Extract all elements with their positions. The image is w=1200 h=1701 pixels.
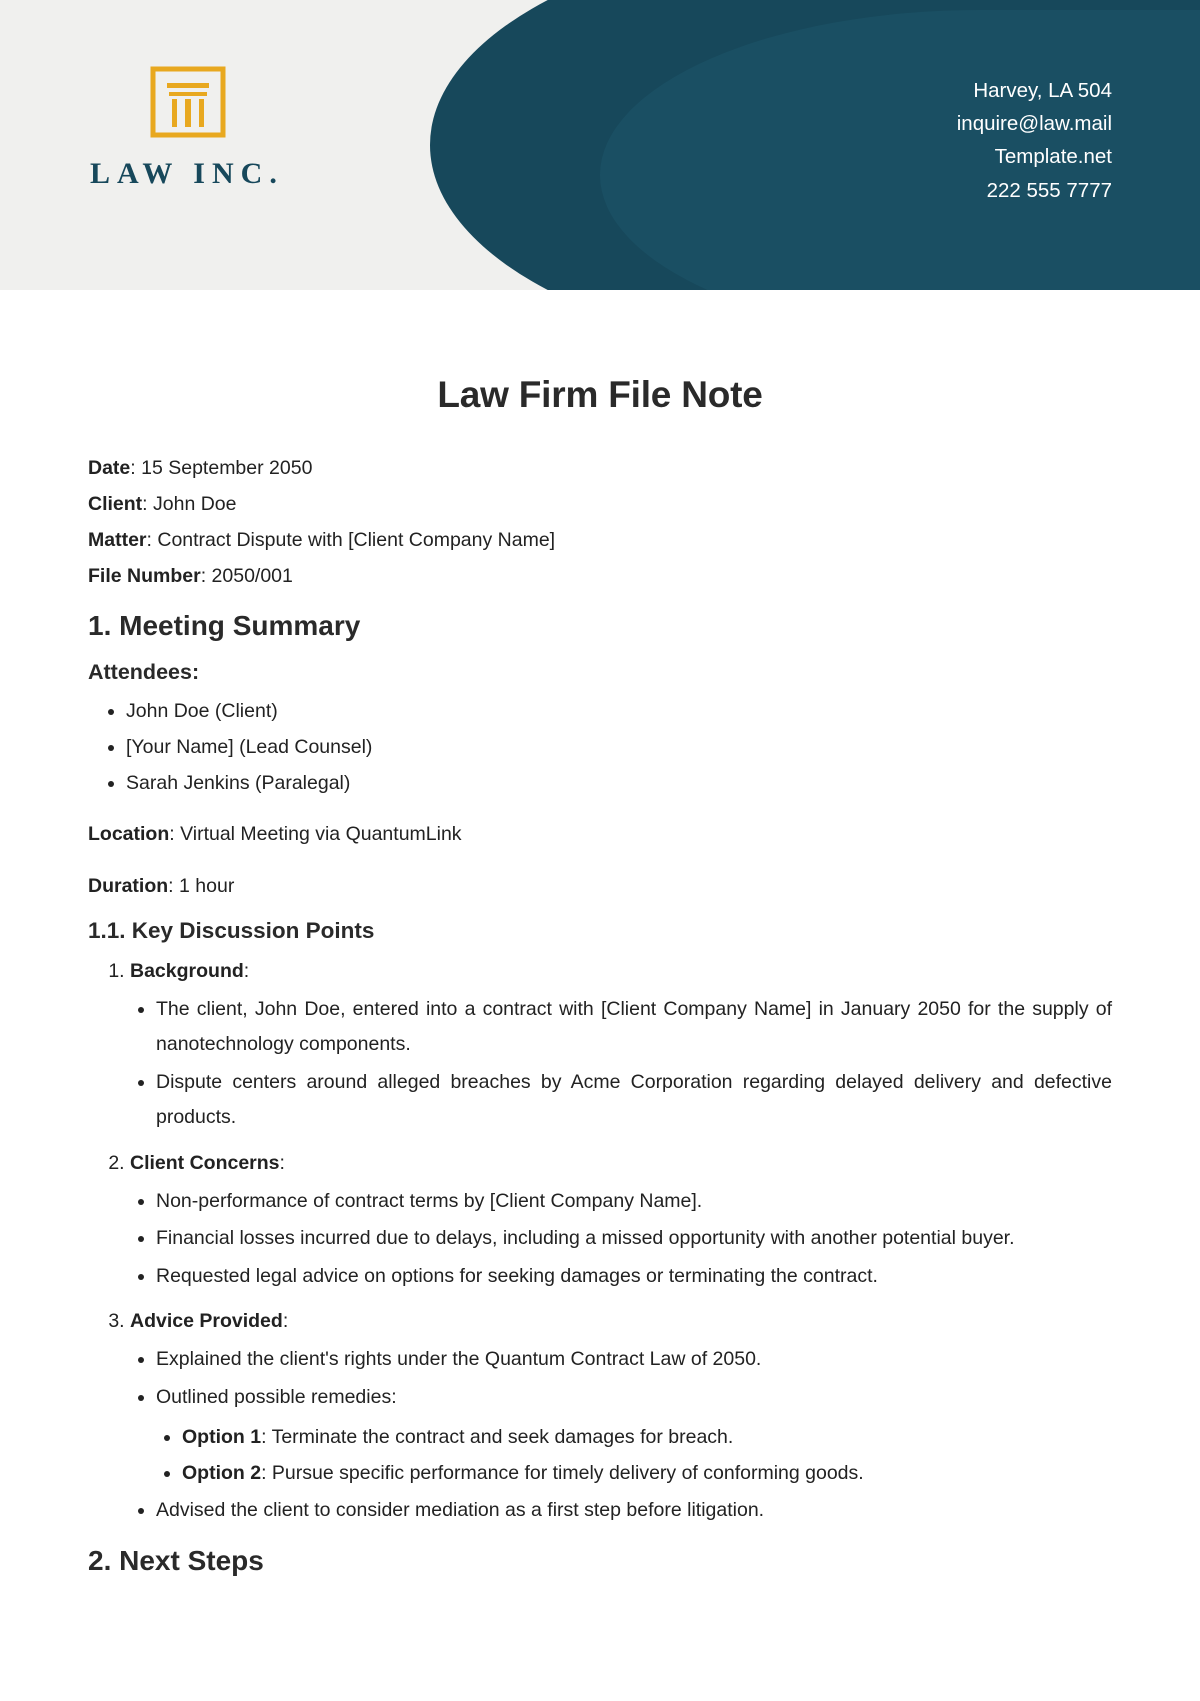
list-item: • Financial losses incurred due to delays, including a missed opportunity with another potential buyer.: [156, 1221, 1112, 1256]
duration-line: Duration: 1 hour: [88, 874, 235, 897]
list-item: • John Doe (Client): [126, 693, 1112, 729]
location-line: Location: Virtual Meeting via QuantumLink: [88, 823, 462, 846]
list-item: • Requested legal advice on options for seeking damages or terminating the contract.: [156, 1259, 1112, 1294]
list-item-option-2: • Option 2: Pursue specific performance for timely delivery of conforming goods.: [182, 1455, 1112, 1491]
law-pillar-icon: [150, 66, 226, 138]
brand-logo: [90, 66, 284, 191]
location-value: Virtual Meeting via QuantumLink: [180, 823, 462, 846]
contact-line-phone: 222 555 7777: [986, 178, 1112, 202]
item-label: Client Concerns: [130, 1151, 280, 1174]
item-label: Advice Provided: [130, 1310, 283, 1333]
option-label: Option 2: [182, 1462, 262, 1485]
meta-client-label: Client: [88, 493, 143, 516]
meta-matter-value: Contract Dispute with [Client Company Name]: [157, 529, 556, 552]
list-item: • The client, John Doe, entered into a contract with [Client Company Name] in January 2050 for the supply of nanotechnology components.: [156, 992, 1112, 1063]
client-concerns-bullets: [130, 1184, 1112, 1294]
list-item-advice-provided: 3. Advice Provided: • Explained the client's rights under the Quantum Contract Law of 2050. • Outlined possible remedies: • Option 1: Terminate the contract and seek damages for breach. • Option 2: Pursue specific performance for timely delivery of conforming goods. • Advised the client to consider mediation as a first step before litigation.: [130, 1304, 1112, 1529]
meta-file-number: File Number: 2050/001: [88, 565, 293, 588]
section-heading-next-steps: 2. Next Steps: [88, 1544, 264, 1576]
attendees-heading: Attendees:: [88, 660, 200, 685]
list-item-option-1: • Option 1: Terminate the contract and seek damages for breach.: [182, 1419, 1112, 1455]
duration-value: 1 hour: [179, 874, 235, 897]
meta-date-value: 15 September 2050: [141, 457, 313, 479]
list-item: • Dispute centers around alleged breaches by Acme Corporation regarding delayed delivery and defective products.: [156, 1065, 1112, 1136]
meta-matter-label: Matter: [88, 529, 147, 552]
background-bullets: [130, 992, 1112, 1136]
meta-file-number-label: File Number: [88, 565, 201, 588]
document-body: [0, 374, 1200, 1577]
option-text: Terminate the contract and seek damages for breach.: [271, 1426, 734, 1449]
list-item-background: 1. Background: • The client, John Doe, entered into a contract with [Client Company Name] in January 2050 for the supply of nanotechnology components. • Dispute centers around alleged breaches by Acme Corporation regarding delayed delivery and defective products.: [130, 954, 1112, 1136]
list-item: • Non-performance of contract terms by [Client Company Name].: [156, 1184, 1112, 1219]
list-item: • Explained the client's rights under the Quantum Contract Law of 2050.: [156, 1342, 1112, 1377]
meta-client-value: John Doe: [153, 493, 237, 516]
attendees-list: [88, 693, 1112, 801]
contact-line-website: Template.net: [994, 145, 1112, 169]
remedy-options-list: [156, 1419, 1112, 1491]
list-item: • Advised the client to consider mediation as a first step before litigation.: [156, 1493, 1112, 1528]
location-label: Location: [88, 823, 170, 846]
remedies-intro: Outlined possible remedies:: [156, 1385, 397, 1408]
contact-line-email: inquire@law.mail: [956, 112, 1112, 136]
key-discussion-points-list: [88, 954, 1112, 1529]
contact-line-address: Harvey, LA 504: [973, 79, 1112, 102]
contact-block: [957, 74, 1112, 207]
item-label: Background: [130, 959, 244, 982]
option-label: Option 1: [182, 1426, 262, 1449]
meta-file-number-value: 2050/001: [211, 565, 293, 588]
meta-date: Date: 15 September 2050: [88, 457, 313, 479]
advice-provided-bullets: [130, 1342, 1112, 1529]
page-header: [0, 0, 1200, 290]
duration-label: Duration: [88, 874, 169, 897]
meta-date-label: Date: [88, 457, 131, 479]
page-title: Law Firm File Note: [437, 374, 763, 415]
list-item: [156, 1380, 1112, 1492]
list-item: • [Your Name] (Lead Counsel): [126, 729, 1112, 765]
subsection-heading-key-discussion-points: 1.1. Key Discussion Points: [88, 917, 375, 943]
section-heading-meeting-summary: 1. Meeting Summary: [88, 610, 361, 642]
option-text: Pursue specific performance for timely delivery of conforming goods.: [271, 1462, 864, 1485]
list-item: • Sarah Jenkins (Paralegal): [126, 765, 1112, 801]
meta-matter: Matter: Contract Dispute with [Client Company Name]: [88, 529, 556, 552]
brand-name: LAW INC.: [90, 157, 284, 190]
list-item-client-concerns: 2. Client Concerns: • Non-performance of contract terms by [Client Company Name]. • Financial losses incurred due to delays, including a missed opportunity with another potential buyer. • Requested legal advice on options for seeking damages or terminating the contract.: [130, 1146, 1112, 1295]
meta-client: Client: John Doe: [88, 493, 237, 516]
